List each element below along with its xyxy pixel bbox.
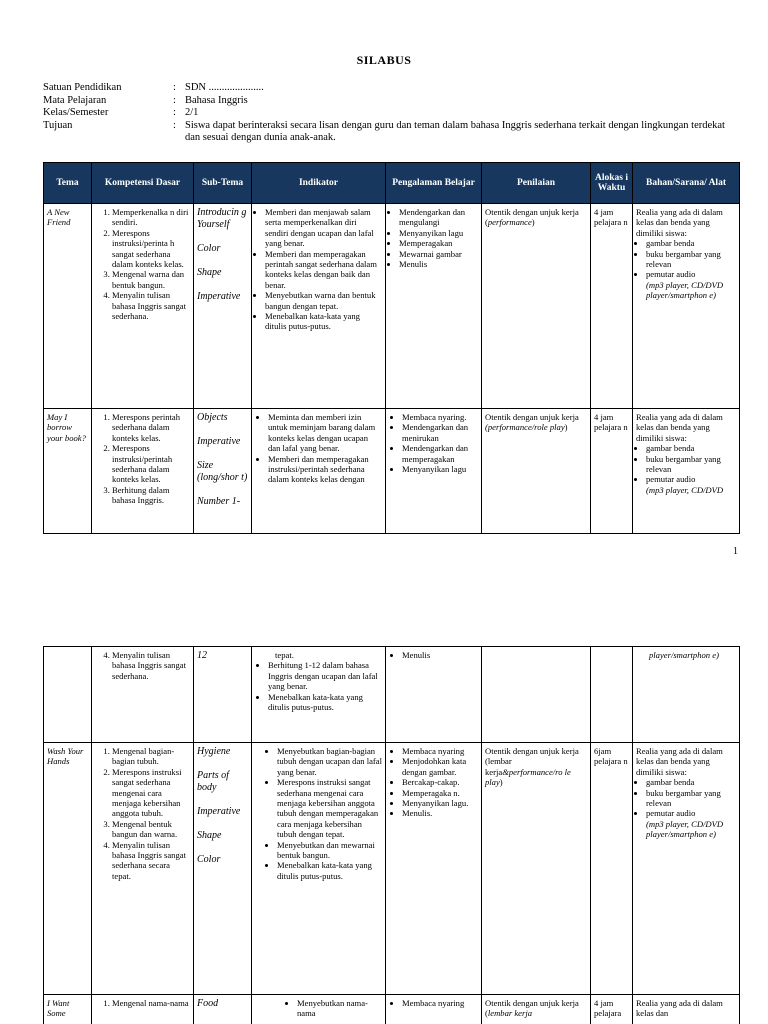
page-gap	[0, 570, 768, 645]
cell-penilaian	[482, 409, 591, 534]
cell-alokasi-waktu: 4 jam pelajara n	[591, 204, 633, 409]
penilaian-text: Otentik dengan unjuk kerja	[485, 412, 579, 422]
penilaian-text: Otentik dengan unjuk kerja (	[485, 207, 579, 228]
list-item: 1. Mengenal bagian-bagian tubuh.	[112, 746, 190, 767]
list-item: • Meminta dan memberi izin untuk meminjam barang dalam konteks kelas dengan ucapan dan lafal yang benar.	[268, 412, 382, 454]
cell-pengalaman-belajar	[386, 204, 482, 409]
meta-label: Mata Pelajaran	[43, 94, 107, 106]
cell-pengalaman-belajar	[386, 647, 482, 743]
meta-row-mapel	[43, 95, 733, 108]
header-kompetensi-dasar: Kompetensi Dasar	[92, 163, 194, 204]
list-item: • Menebalkan kata-kata yang ditulis putus-putus.	[268, 692, 382, 713]
cell-kompetensi-dasar	[92, 995, 194, 1024]
cell-sub-tema	[194, 647, 252, 743]
list-item: • Memperagakan	[399, 238, 478, 248]
list-item: • Menyanyikan lagu	[399, 228, 478, 238]
cell-indikator	[252, 647, 386, 743]
list-item: • Menulis.	[402, 808, 478, 818]
page-number: 1	[733, 546, 738, 557]
penilaian-italic: lembar kerja	[487, 1008, 533, 1019]
list-item: 2. Merespons instruksi/perinta h sangat sederhana dalam konteks kelas.	[112, 228, 190, 270]
cell-pengalaman-belajar	[386, 995, 482, 1024]
document-meta	[43, 82, 733, 145]
list-item	[646, 474, 736, 495]
header-pengalaman-belajar: Pengalaman Belajar	[386, 163, 482, 204]
cell-bahan	[633, 743, 740, 995]
list-item: • Membaca nyaring	[402, 998, 478, 1008]
meta-label: Satuan Pendidikan	[43, 82, 122, 93]
list-item: • Menebalkan kata-kata yang ditulis putus-putus.	[265, 311, 382, 332]
list-item: • Memberi dan menjawab salam serta memperkenalkan diri sendiri dengan ucapan dan lafal yang benar.	[265, 207, 382, 249]
table-row	[44, 204, 740, 409]
meta-colon: :	[173, 94, 176, 106]
list-item: 1. Memperkenalka n diri sendiri.	[112, 207, 190, 228]
cell-pengalaman-belajar	[386, 743, 482, 995]
sub-tema-item: Food	[197, 998, 219, 1009]
penilaian-end: )	[564, 422, 568, 433]
list-item: • Menebalkan kata-kata yang ditulis putus-putus.	[277, 860, 382, 881]
list-item: • Menyanyikan lagu	[402, 464, 478, 474]
cell-penilaian	[482, 743, 591, 995]
cell-kompetensi-dasar	[92, 743, 194, 995]
header-tema: Tema	[44, 163, 92, 204]
sub-tema-item: Number 1-	[197, 496, 241, 507]
sub-tema-item: Shape	[197, 830, 222, 841]
cell-tema: May I borrow your book?	[44, 409, 92, 534]
sub-tema-item: Parts of body	[197, 770, 229, 793]
cell-tema: I Want Some	[44, 995, 92, 1024]
sub-tema-item: Imperative	[197, 291, 241, 302]
list-item: • Memberi dan memperagakan perintah sangat sederhana dalam konteks kelas dengan baik dan benar.	[265, 249, 382, 291]
cell-sub-tema	[194, 743, 252, 995]
cell-kompetensi-dasar	[92, 204, 194, 409]
penilaian-end: )	[531, 217, 535, 228]
list-item: • Menyebutkan dan mewarnai bentuk bangun.	[277, 840, 382, 861]
list-item	[646, 808, 736, 839]
meta-colon: :	[173, 119, 176, 131]
bahan-italic: (mp3 player, CD/DVD player/smartphon e)	[646, 818, 724, 840]
list-item: • gambar benda	[646, 443, 736, 453]
penilaian-end: )	[499, 777, 503, 788]
bahan-item-text: pemutar audio	[646, 474, 696, 485]
list-item: • Mendengarkan dan memperagakan	[402, 443, 478, 464]
bahan-item-text: pemutar audio	[646, 269, 696, 280]
list-item: 2. Merespons instruksi sangat sederhana mengenai cara menjaga kebersihan anggota tubuh.	[112, 767, 190, 819]
list-item: • Menyebutkan bagian-bagian tubuh dengan ucapan dan lafal yang benar.	[277, 746, 382, 777]
meta-value: SDN .....................	[185, 82, 264, 93]
sub-tema-item: Imperative	[197, 806, 241, 817]
meta-colon: :	[173, 82, 176, 93]
list-item: 3. Mengenal bentuk bangun dan warna.	[112, 819, 190, 840]
table-row	[44, 647, 740, 743]
list-item: • gambar benda	[646, 238, 736, 248]
sub-tema-item: Shape	[197, 267, 222, 278]
document-title: SILABUS	[356, 53, 412, 67]
cell-sub-tema	[194, 409, 252, 534]
sub-tema-item: Size (long/shor t)	[197, 460, 248, 483]
cell-alokasi-waktu: 6jam pelajara n	[591, 743, 633, 995]
cell-alokasi-waktu	[591, 647, 633, 743]
cell-bahan	[633, 647, 740, 743]
list-item: • Memberi dan memperagakan instruksi/perintah sederhana dalam konteks kelas dengan	[268, 454, 382, 485]
indikator-continuation: tepat.	[275, 650, 294, 660]
list-item: 4. Menyalin tulisan bahasa Inggris sangat sederhana secara tepat.	[112, 840, 190, 882]
cell-penilaian	[482, 204, 591, 409]
list-item: • Mendengarkan dan mengulangi	[399, 207, 478, 228]
cell-indikator	[252, 409, 386, 534]
table-row	[44, 995, 740, 1024]
list-item: • Mendengarkan dan menirukan	[402, 422, 478, 443]
list-item: • Menyebutkan nama-nama	[297, 998, 382, 1019]
list-item: • Menulis	[399, 259, 478, 269]
list-item: 3. Mengenal warna dan bentuk bangun.	[112, 269, 190, 290]
list-item: • Memperagaka n.	[402, 788, 478, 798]
list-item: • gambar benda	[646, 777, 736, 787]
header-alokasi-waktu: Alokas i Waktu	[591, 163, 633, 204]
header-penilaian: Penilaian	[482, 163, 591, 204]
cell-pengalaman-belajar	[386, 409, 482, 534]
meta-row-tujuan	[43, 120, 733, 145]
list-item: 2. Merespons instruksi/perintah sederhana dalam konteks kelas.	[112, 443, 190, 485]
list-item: • Membaca nyaring	[402, 746, 478, 756]
table-header-row	[44, 163, 740, 204]
bahan-italic: (mp3 player, CD/DVD	[646, 484, 724, 495]
penilaian-italic: performance	[487, 217, 532, 228]
penilaian-text: Otentik dengan unjuk kerja (lembar kerja	[485, 746, 579, 777]
bahan-item-text: pemutar audio	[646, 808, 696, 819]
header-bahan: Bahan/Sarana/ Alat	[633, 163, 740, 204]
meta-value: Siswa dapat berinteraksi secara lisan dengan guru dan teman dalam bahasa Inggris sederhana terkait dengan lingkungan terdekat dan sesuai dengan dunia anak-anak.	[185, 119, 725, 143]
list-item: • Menyanyikan lagu.	[402, 798, 478, 808]
list-item: • buku bergambar yang relevan	[646, 454, 736, 475]
sub-tema-item: Objects	[197, 412, 228, 423]
cell-alokasi-waktu: 4 jam pelajara	[591, 995, 633, 1024]
meta-row-satuan	[43, 82, 733, 95]
list-item: • Menulis	[402, 650, 478, 660]
penilaian-text: Otentik dengan unjuk kerja (	[485, 998, 579, 1019]
header-indikator: Indikator	[252, 163, 386, 204]
meta-value: 2/1	[185, 107, 199, 118]
list-item: • Menyebutkan warna dan bentuk bangun dengan tepat.	[265, 290, 382, 311]
cell-indikator	[252, 995, 386, 1024]
table-row	[44, 743, 740, 995]
cell-penilaian	[482, 647, 591, 743]
list-item: • Mewarnai gambar	[399, 249, 478, 259]
cell-kompetensi-dasar	[92, 647, 194, 743]
cell-bahan: Realia yang ada di dalam kelas dan	[633, 995, 740, 1024]
list-item: 1. Mengenal nama-nama	[112, 998, 190, 1008]
cell-sub-tema	[194, 995, 252, 1024]
bahan-intro: Realia yang ada di dalam kelas dan benda yang dimiliki siswa:	[636, 746, 723, 777]
list-item: 4. Menyalin tulisan bahasa Inggris sangat sederhana.	[112, 650, 190, 681]
sub-tema-item: Introducin g Yourself	[197, 207, 247, 230]
sub-tema-item: Color	[197, 854, 221, 865]
list-item: 3. Berhitung dalam bahasa Inggris.	[112, 485, 190, 506]
list-item: • buku bergambar yang relevan	[646, 788, 736, 809]
cell-alokasi-waktu: 4 jam pelajara n	[591, 409, 633, 534]
meta-label: Kelas/Semester	[43, 107, 109, 118]
cell-tema: Wash Your Hands	[44, 743, 92, 995]
list-item: • Bercakap-cakap.	[402, 777, 478, 787]
sub-tema-item: Hygiene	[197, 746, 231, 757]
meta-row-kelas	[43, 107, 733, 120]
cell-sub-tema	[194, 204, 252, 409]
penilaian-italic: (performance/role play	[485, 422, 565, 433]
sub-tema-item: 12	[197, 650, 207, 661]
sub-tema-item: Color	[197, 243, 221, 254]
list-item: • Merespons instruksi sangat sederhana mengenai cara menjaga kebersihan anggota tubuh dengan memperagakan cara menjaga kebersihan tubuh dengan tepat.	[277, 777, 382, 839]
syllabus-table-page-2	[43, 646, 740, 1024]
cell-tema: A New Friend	[44, 204, 92, 409]
list-item: • Berhitung 1-12 dalam bahasa Inggris dengan ucapan dan lafal yang benar.	[268, 660, 382, 691]
list-item: • Membaca nyaring.	[402, 412, 478, 422]
list-item	[646, 269, 736, 300]
list-item: • buku bergambar yang relevan	[646, 249, 736, 270]
table-row	[44, 409, 740, 534]
page-2	[0, 645, 768, 1024]
meta-value: Bahasa Inggris	[185, 94, 248, 106]
sub-tema-item: Imperative	[197, 436, 241, 447]
penilaian-italic: &performance/ro le play	[485, 766, 571, 788]
cell-bahan	[633, 409, 740, 534]
cell-indikator	[252, 743, 386, 995]
cell-tema	[44, 647, 92, 743]
cell-bahan	[633, 204, 740, 409]
cell-kompetensi-dasar	[92, 409, 194, 534]
cell-indikator	[252, 204, 386, 409]
bahan-intro: Realia yang ada di dalam kelas dan benda yang dimiliki siswa:	[636, 207, 723, 238]
bahan-italic: player/smartphon e)	[649, 650, 719, 660]
list-item: 1. Merespons perintah sederhana dalam konteks kelas.	[112, 412, 190, 443]
list-item: • Menjodohkan kata dengan gambar.	[402, 756, 478, 777]
header-sub-tema: Sub-Tema	[194, 163, 252, 204]
bahan-intro: Realia yang ada di dalam kelas dan benda yang dimiliki siswa:	[636, 412, 723, 443]
syllabus-table-page-1	[43, 162, 740, 534]
cell-penilaian	[482, 995, 591, 1024]
meta-colon: :	[173, 107, 176, 118]
bahan-italic: (mp3 player, CD/DVD player/smartphon e)	[646, 279, 724, 301]
list-item: 4. Menyalin tulisan bahasa Inggris sangat sederhana.	[112, 290, 190, 321]
meta-label: Tujuan	[43, 119, 73, 131]
